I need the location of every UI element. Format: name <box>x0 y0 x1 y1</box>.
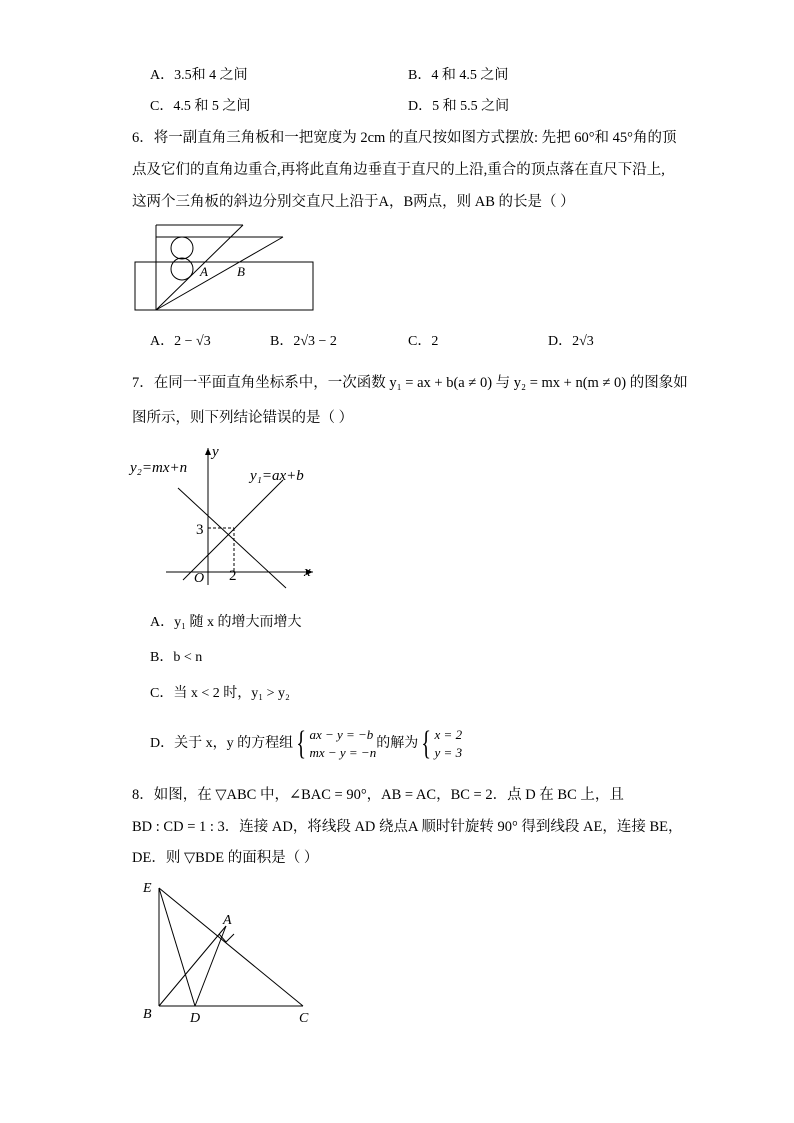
ruler <box>135 262 313 310</box>
q7-tick-3: 3 <box>196 522 204 538</box>
q6-stem-line1: 6．将一副直角三角板和一把宽度为 2cm 的直尺按如图方式摆放: 先把 60°和 45°角的顶 <box>132 130 677 146</box>
q8-stem-line1: 8．如图，在 ▽ABC 中，∠BAC = 90°，AB = AC，BC = 2．点 D 在 BC 上，且 <box>132 787 624 803</box>
q7-x-axis-label: x <box>304 564 311 580</box>
q6-option-c: C．2 <box>408 334 439 349</box>
q7-y2-label: y₂=mx+n <box>130 460 188 476</box>
q7-option-d-mid: 的解为 <box>376 736 419 751</box>
q8-stem-line3: DE．则 ▽BDE 的面积是（ ） <box>132 850 319 866</box>
q6-option-b: B．2√3 − 2 <box>270 334 337 349</box>
system-brace-icon: { <box>296 725 307 762</box>
q6-option-a: A．2 − √3 <box>150 334 211 349</box>
q6-figure <box>130 220 320 315</box>
q8-label-b: B <box>143 1007 152 1022</box>
solution-brace-icon: { <box>421 725 432 762</box>
q5-option-c: C．4.5 和 5 之间 <box>150 99 251 114</box>
q8-label-c: C <box>299 1011 309 1026</box>
q7-option-d <box>150 724 462 764</box>
q8-figure <box>135 878 320 1028</box>
q8-label-a: A <box>223 913 232 928</box>
q7-option-c: C．当 x < 2 时，y₁ > y₂ <box>150 686 290 701</box>
q7-tick-2: 2 <box>229 568 237 584</box>
q7-y-axis-label: y <box>212 444 219 460</box>
q7-graph <box>128 440 328 590</box>
q8-stem-line2: BD : CD = 1 : 3．连接 AD，将线段 AD 绕点A 顺时针旋转 90° 得到线段 AE，连接 BE， <box>132 819 683 835</box>
q7-system-solution: x = 2 y = 3 <box>434 727 463 760</box>
q7-option-d-prefix: D．关于 x，y 的方程组 <box>150 736 294 751</box>
q8-label-d: D <box>190 1011 201 1026</box>
q5-option-a: A．3.5和 4 之间 <box>150 68 248 83</box>
q7-option-a: A．y₁ 随 x 的增大而增大 <box>150 615 302 630</box>
q7-system-equations: ax − y = −b mx − y = −n <box>309 727 377 760</box>
q7-stem-line1: 7．在同一平面直角坐标系中，一次函数 y₁ = ax + b(a ≠ 0) 与 y₂ = mx + n(m ≠ 0) 的图象如 <box>132 375 688 391</box>
q5-option-d: D．5 和 5.5 之间 <box>408 99 510 114</box>
q6-label-a: A <box>200 264 208 279</box>
q6-option-d: D．2√3 <box>548 334 594 349</box>
q5-option-b: B．4 和 4.5 之间 <box>408 68 509 83</box>
q7-origin-label: O <box>194 571 205 586</box>
q6-stem-line3: 这两个三角板的斜边分别交直尺上沿于A，B两点，则 AB 的长是（ ） <box>132 194 575 210</box>
q7-stem-line2: 图所示，则下列结论错误的是（ ） <box>132 410 354 426</box>
q7-option-b: B．b < n <box>150 650 203 665</box>
q8-label-e: E <box>143 881 152 896</box>
q6-label-b: B <box>237 264 245 279</box>
q7-y1-label: y₁=ax+b <box>250 468 304 484</box>
q6-stem-line2: 点及它们的直角边重合,再将此直角边垂直于直尺的上沿,重合的顶点落在直尺下沿上, <box>132 162 665 178</box>
